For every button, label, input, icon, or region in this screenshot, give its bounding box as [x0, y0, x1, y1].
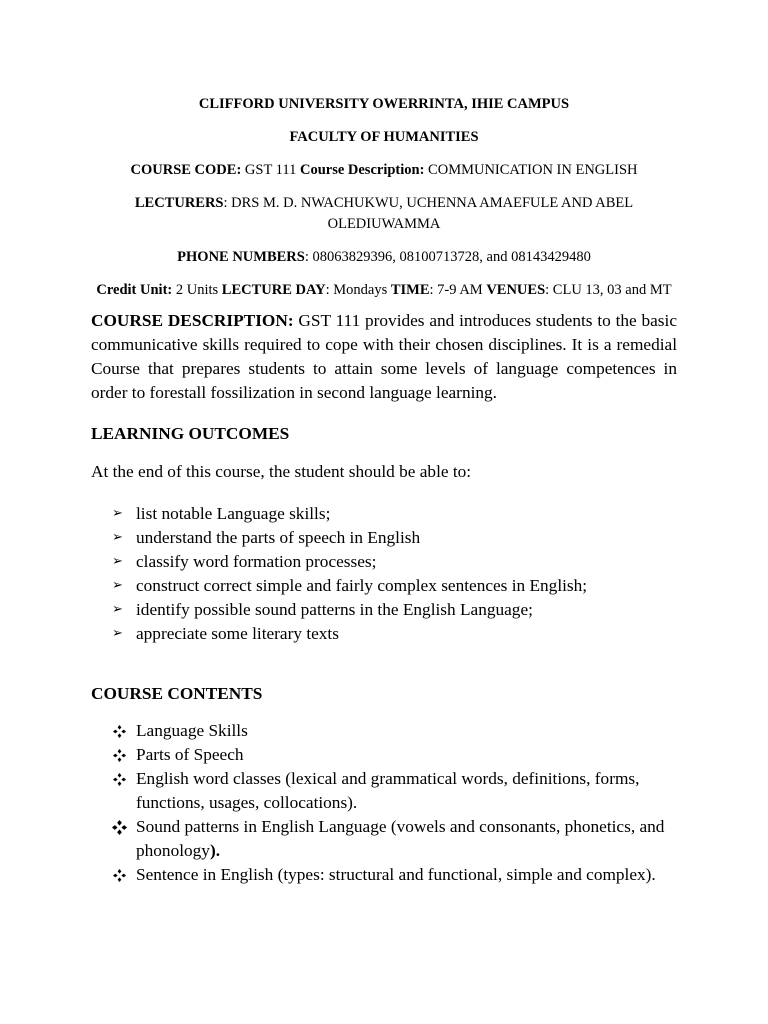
list-item: Language Skills [91, 719, 677, 743]
arrowhead-bullet-icon: ➢ [112, 625, 123, 641]
list-item: ➢ list notable Language skills; [91, 502, 677, 526]
four-diamond-bullet-icon [113, 773, 126, 786]
course-description-text: GST 111 provides and introduces students to the basic communicative skills required to cope with their chosen disciplines. It is a remedial Course that prepares students to attain some levels of language competences in order to forestall fossilization in second language learning. [91, 311, 677, 402]
course-description-label: Course Description: [299, 162, 425, 178]
list-item: Sound patterns in English Language (vowels and consonants, phonetics, and phonology). [91, 815, 677, 863]
phone-value: : 08063829396, 08100713728, and 08143429480 [304, 249, 591, 265]
course-code-value: GST 111 [241, 162, 300, 178]
arrowhead-bullet-icon: ➢ [112, 505, 123, 521]
arrowhead-bullet-icon: ➢ [112, 529, 123, 545]
arrowhead-bullet-icon: ➢ [112, 577, 123, 593]
university-title: CLIFFORD UNIVERSITY OWERRINTA, IHIE CAMPUS [198, 96, 570, 112]
list-item: ➢ classify word formation processes; [91, 550, 677, 574]
course-code-label: COURSE CODE: [130, 162, 242, 178]
course-code-line [91, 160, 677, 181]
course-description-paragraph [91, 309, 677, 405]
time-label: TIME [390, 282, 430, 298]
four-diamond-bullet-icon [113, 749, 126, 762]
learning-outcomes-intro: At the end of this course, the student should be able to: [91, 462, 472, 482]
phone-numbers-line [91, 247, 677, 268]
course-contents-list [91, 719, 677, 887]
lecturers-value: : DRS M. D. NWACHUKWU, UCHENNA AMAEFULE AND ABEL OLEDIUWAMMA [223, 195, 634, 232]
credit-label: Credit Unit: [96, 282, 173, 298]
arrowhead-bullet-icon: ➢ [112, 601, 123, 617]
learning-outcomes-heading: LEARNING OUTCOMES [91, 424, 290, 444]
list-item: ➢ appreciate some literary texts [91, 622, 677, 646]
course-description-value: COMMUNICATION IN ENGLISH [424, 162, 638, 178]
lecturers-label: LECTURERS [134, 195, 224, 211]
list-item: English word classes (lexical and grammatical words, definitions, forms, functions, usages, collocations). [91, 767, 677, 815]
lecture-day-value: : Mondays [325, 282, 391, 298]
phone-label: PHONE NUMBERS [177, 249, 305, 265]
course-contents-heading: COURSE CONTENTS [91, 683, 263, 703]
four-diamond-bullet-icon [113, 725, 126, 738]
credit-value: 2 Units [172, 282, 222, 298]
list-item: Sentence in English (types: structural and functional, simple and complex). [91, 863, 677, 887]
list-item: ➢ understand the parts of speech in English [91, 526, 677, 550]
venues-value: : CLU 13, 03 and MT [545, 282, 672, 298]
four-diamond-bullet-icon [112, 820, 127, 835]
learning-outcomes-list [91, 502, 677, 646]
time-value: : 7-9 AM [429, 282, 487, 298]
faculty-title: FACULTY OF HUMANITIES [289, 129, 479, 145]
list-item: Parts of Speech [91, 743, 677, 767]
four-diamond-bullet-icon [113, 869, 126, 882]
lecture-day-label: LECTURE DAY [221, 282, 326, 298]
venues-label: VENUES [486, 282, 546, 298]
list-item: ➢ construct correct simple and fairly complex sentences in English; [91, 574, 677, 598]
lecturers-line [91, 193, 677, 235]
list-item: ➢ identify possible sound patterns in the English Language; [91, 598, 677, 622]
credit-unit-line [91, 280, 677, 301]
course-description-heading: COURSE DESCRIPTION: [91, 311, 294, 330]
arrowhead-bullet-icon: ➢ [112, 553, 123, 569]
